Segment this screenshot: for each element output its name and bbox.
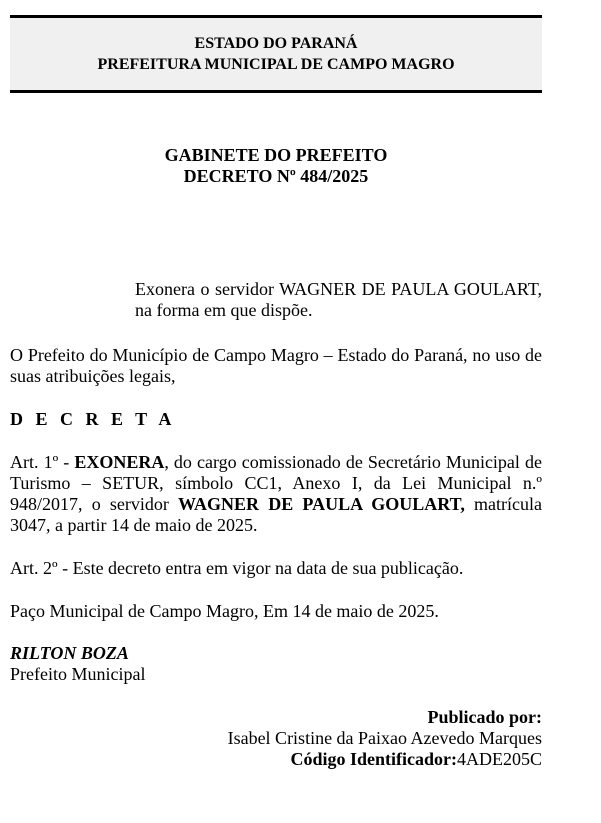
article-1-text-end: matrícula 3047, a partir 14 de maio de 2025.: [10, 494, 542, 535]
identifier-line: [10, 749, 542, 770]
published-by-label: Publicado por:: [427, 707, 542, 727]
signature-block: [10, 643, 542, 685]
office-title: GABINETE DO PREFEITO: [164, 145, 388, 165]
article-1-servant-name: WAGNER DE PAULA GOULART,: [178, 494, 465, 514]
signer-role: Prefeito Municipal: [10, 664, 146, 684]
header-state: ESTADO DO PARANÁ: [194, 35, 358, 52]
publication-block: [10, 707, 542, 770]
article-1: [10, 452, 542, 536]
article-1-verb: EXONERA: [74, 452, 165, 472]
signer-name: RILTON BOZA: [10, 643, 129, 663]
decree-title: [10, 145, 542, 187]
place-date: Paço Municipal de Campo Magro, Em 14 de maio de 2025.: [10, 601, 439, 621]
identifier-code: 4ADE205C: [457, 749, 542, 769]
decree-summary: Exonera o servidor WAGNER DE PAULA GOULART, na forma em que dispõe.: [135, 279, 542, 320]
decree-number: DECRETO Nº 484/2025: [183, 166, 369, 186]
header-banner: [10, 15, 542, 93]
article-1-prefix: Art. 1º -: [10, 452, 75, 472]
publisher-name: Isabel Cristine da Paixao Azevedo Marques: [227, 728, 542, 748]
identifier-label: Código Identificador:: [290, 749, 457, 769]
header-municipality: PREFEITURA MUNICIPAL DE CAMPO MAGRO: [97, 56, 455, 73]
document-page: [10, 15, 542, 770]
article-2: Art. 2º - Este decreto entra em vigor na data de sua publicação.: [10, 558, 464, 578]
article-1-text: , do cargo comissionado de Secretário Municipal de Turismo – SETUR, símbolo CC1, Anexo I, da Lei Municipal n.º 948/2017, o servidor: [10, 452, 542, 514]
preamble-paragraph: O Prefeito do Município de Campo Magro – Estado do Paraná, no uso de suas atribuições legais,: [10, 345, 542, 386]
decreta-heading: D E C R E T A: [10, 409, 176, 429]
